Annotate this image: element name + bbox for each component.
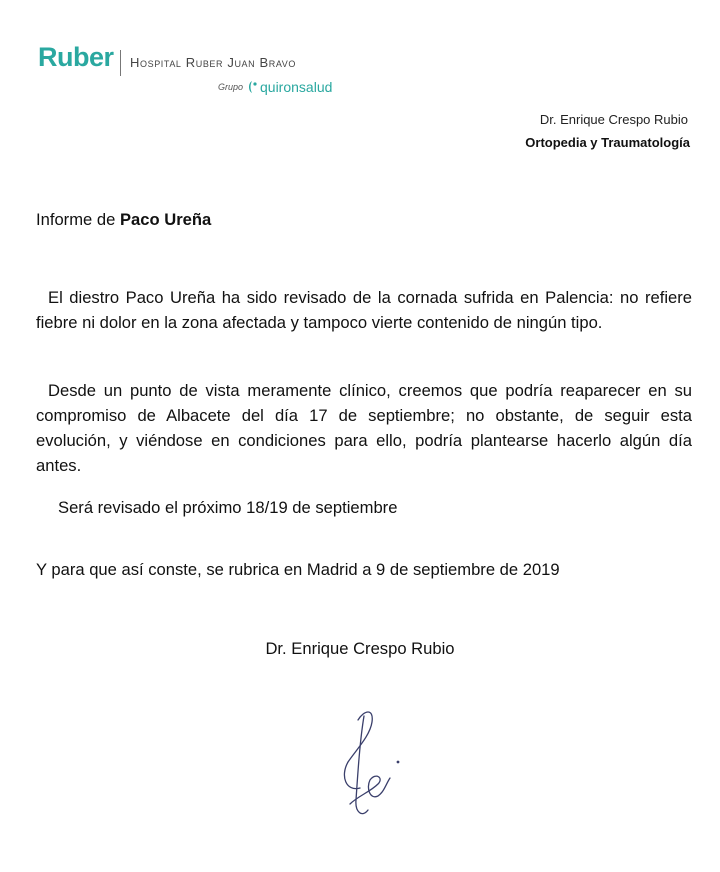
report-paragraph-3: Será revisado el próximo 18/19 de septiembre bbox=[58, 498, 398, 517]
signer-name: Dr. Enrique Crespo Rubio bbox=[265, 639, 455, 658]
patient-name: Paco Ureña bbox=[119, 210, 212, 229]
logo-divider bbox=[120, 50, 121, 76]
ruber-logo: Ruber bbox=[38, 42, 114, 72]
group-label: Grupo bbox=[218, 82, 244, 92]
closing-statement: Y para que así conste, se rubrica en Madrid a 9 de septiembre de 2019 bbox=[36, 560, 560, 579]
quironsalud-brand: quironsalud bbox=[260, 79, 333, 95]
doctor-name-header: Dr. Enrique Crespo Rubio bbox=[539, 112, 688, 127]
report-title bbox=[36, 207, 211, 232]
hospital-name: Hospital Ruber Juan Bravo bbox=[130, 55, 296, 70]
report-title-prefix: Informe de bbox=[36, 210, 116, 229]
report-paragraph-1: El diestro Paco Ureña ha sido revisado de la cornada sufrida en Palencia: no refiere fiebre ni dolor en la zona afectada y tampoco vierte contenido de ningún tipo. bbox=[36, 288, 692, 332]
quiron-mark-icon bbox=[246, 80, 258, 94]
report-paragraph-2: Desde un punto de vista meramente clínico, creemos que podría reaparecer en su compromiso de Albacete del día 17 de septiembre; no obstante, de seguir esta evolución, y viéndose en condiciones para ello, podría plantearse hacerlo algún día antes. bbox=[36, 381, 692, 475]
doctor-specialty: Ortopedia y Traumatología bbox=[525, 135, 690, 150]
handwritten-signature bbox=[320, 700, 430, 830]
